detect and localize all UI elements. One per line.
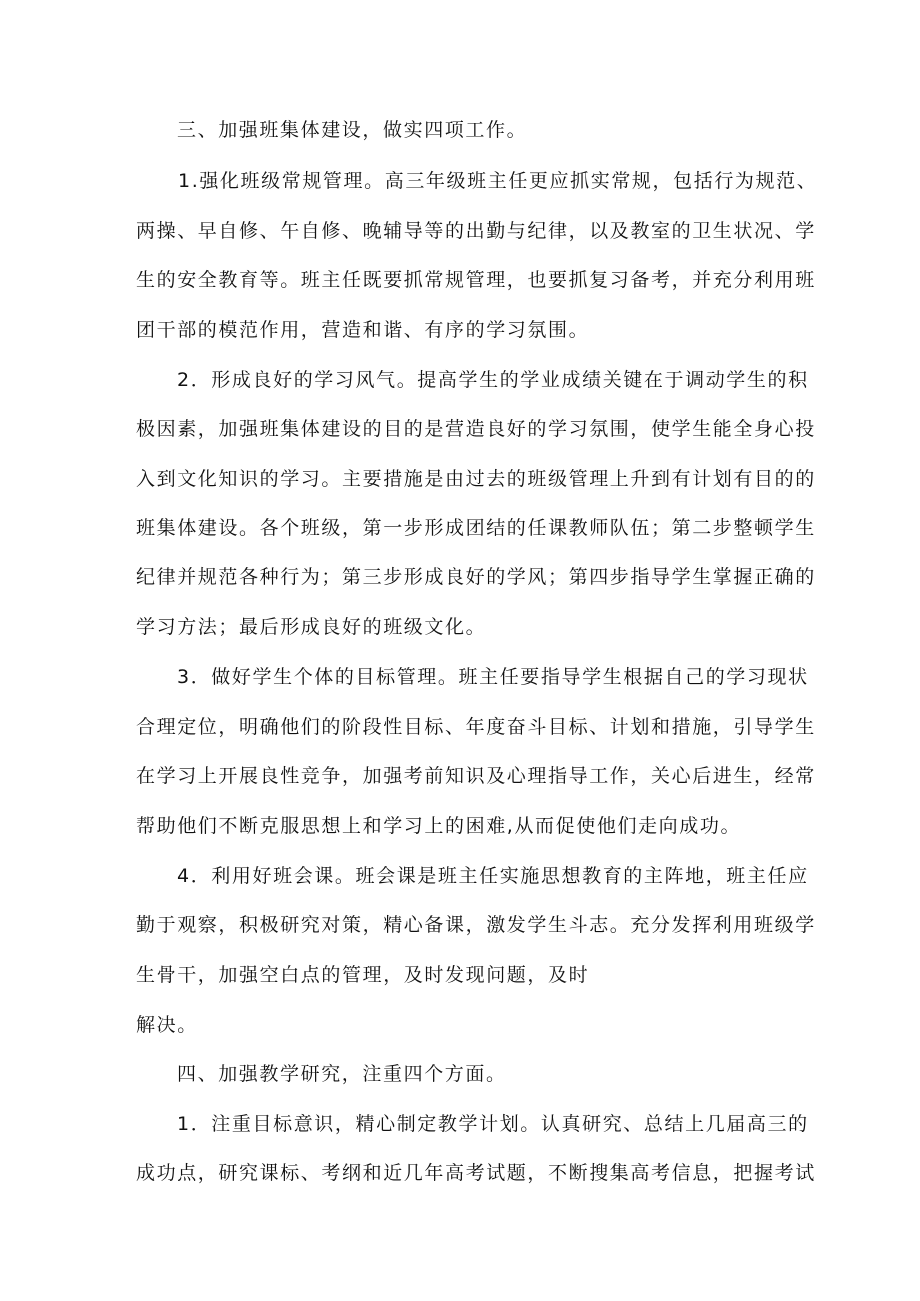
paragraph-line: 2．形成良好的学习风气。提高学生的学业成绩关键在于调动学生的积: [177, 369, 809, 391]
paragraph-line: 入到文化知识的学习。主要措施是由过去的班级管理上升到有计划有目的的: [136, 468, 816, 490]
paragraph-line: 纪律并规范各种行为；第三步形成良好的学风；第四步指导学生掌握正确的: [136, 566, 816, 588]
section-heading-4: 四、加强教学研究，注重四个方面。: [177, 1063, 507, 1085]
paragraph-line: 4．利用好班会课。班会课是班主任实施思想教育的主阵地，班主任应: [177, 865, 809, 887]
paragraph-line: 1．注重目标意识，精心制定教学计划。认真研究、总结上几届高三的: [177, 1113, 809, 1135]
paragraph-line: 团干部的模范作用，营造和谐、有序的学习氛围。: [136, 319, 590, 341]
paragraph-line: 班集体建设。各个班级，第一步形成团结的任课教师队伍；第二步整顿学生: [136, 517, 816, 539]
paragraph-line: 成功点，研究课标、考纲和近几年高考试题，不断搜集高考信息，把握考试: [136, 1162, 816, 1184]
paragraph-line: 帮助他们不断克服思想上和学习上的困难,从而促使他们走向成功。: [136, 815, 742, 837]
paragraph-line: 合理定位，明确他们的阶段性目标、年度奋斗目标、计划和措施，引导学生: [136, 716, 816, 738]
paragraph-line: 3．做好学生个体的目标管理。班主任要指导学生根据自己的学习现状: [177, 666, 809, 688]
paragraph-line: 1.强化班级常规管理。高三年级班主任更应抓实常规，包括行为规范、: [178, 170, 818, 192]
paragraph-line: 两操、早自修、午自修、晚辅导等的出勤与纪律，以及教室的卫生状况、学: [136, 220, 816, 242]
paragraph-line: 生骨干，加强空白点的管理，及时发现问题，及时: [136, 964, 590, 986]
paragraph-line: 在学习上开展良性竞争，加强考前知识及心理指导工作，关心后进生，经常: [136, 765, 816, 787]
paragraph-line: 勤于观察，积极研究对策，精心备课，激发学生斗志。充分发挥利用班级学: [136, 914, 816, 936]
paragraph-line: 极因素，加强班集体建设的目的是营造良好的学习氛围，使学生能全身心投: [136, 418, 816, 440]
paragraph-line: 解决。: [136, 1014, 198, 1036]
paragraph-line: 学习方法；最后形成良好的班级文化。: [136, 616, 487, 638]
section-heading-3: 三、加强班集体建设，做实四项工作。: [177, 119, 528, 141]
paragraph-line: 生的安全教育等。班主任既要抓常规管理，也要抓复习备考，并充分利用班: [136, 269, 816, 291]
